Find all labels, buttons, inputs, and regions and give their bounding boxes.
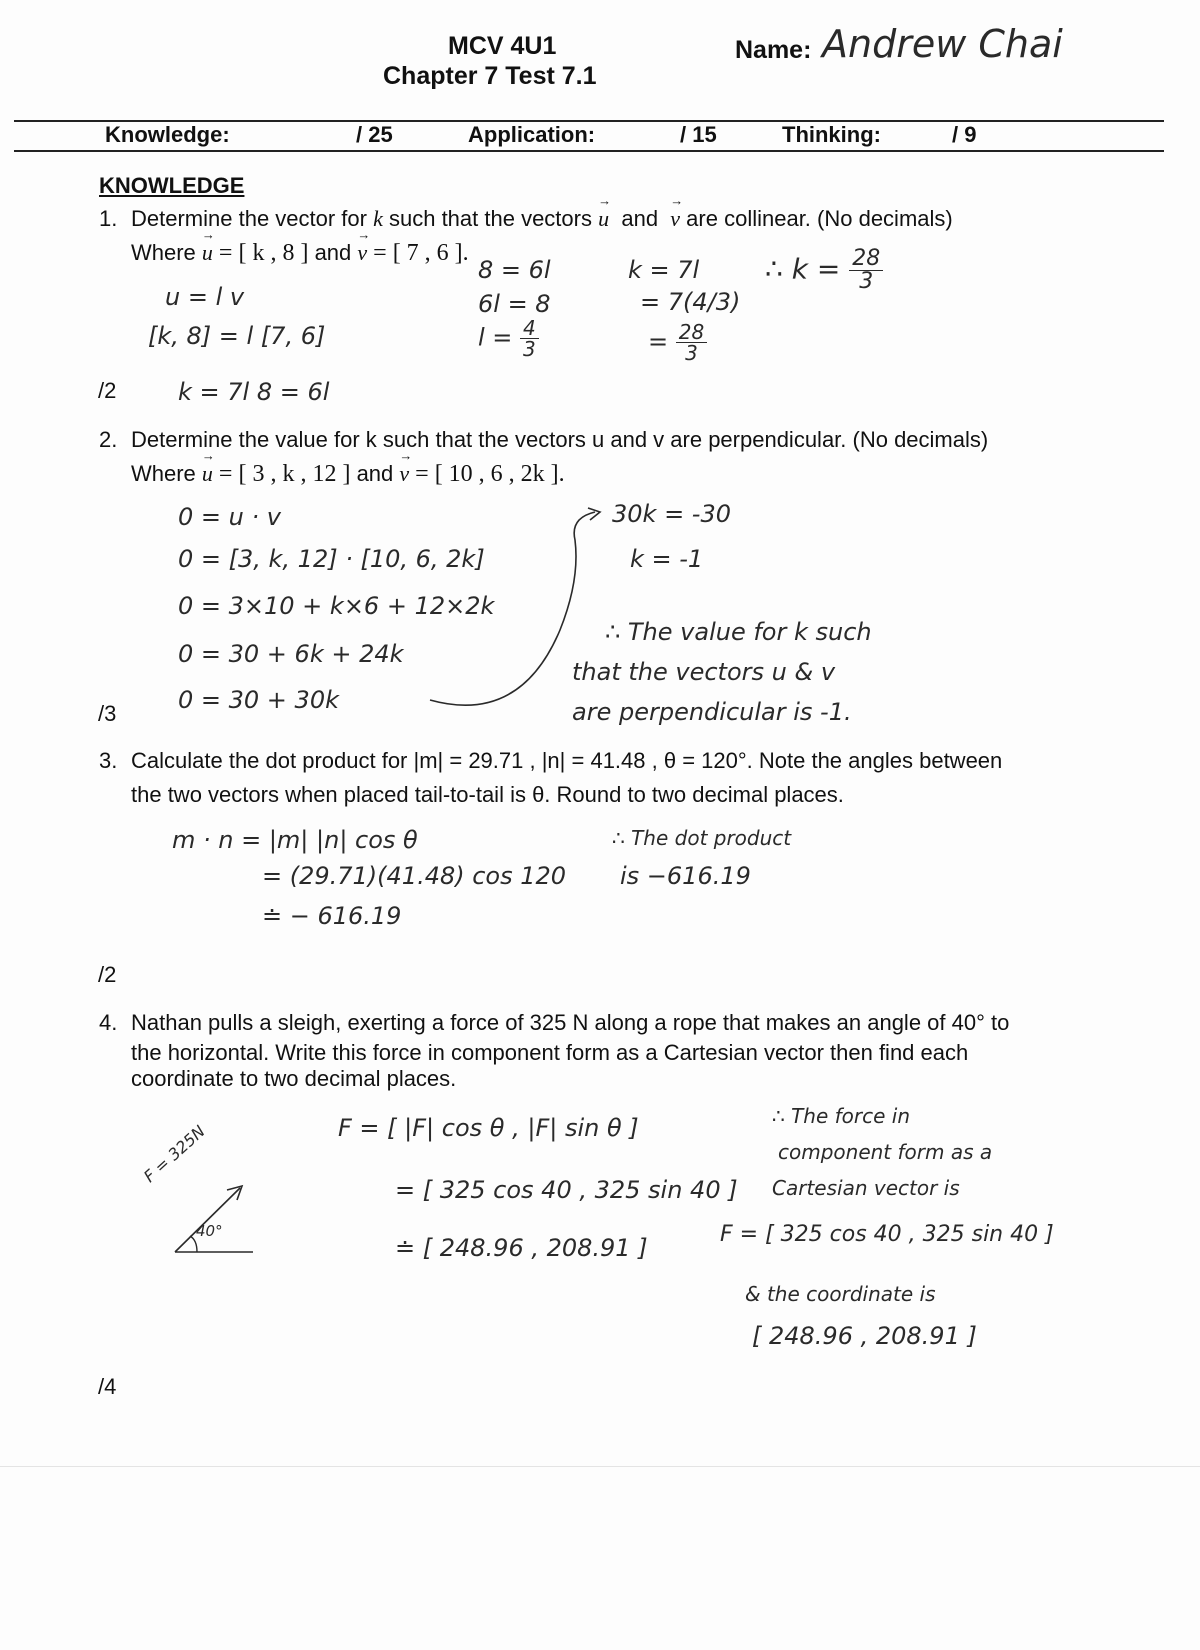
q4-number: 4. [99, 1010, 118, 1035]
q3-work-line-2: = (29.71)(41.48) cos 120 [262, 862, 567, 890]
application-total: / 15 [680, 122, 717, 147]
q1-number: 1. [99, 206, 118, 231]
q4-work-line-2: = [ 325 cos 40 , 325 sin 40 ] [395, 1176, 738, 1204]
q3-mark: /2 [98, 962, 117, 987]
q1-work-line-2: [k, 8] = l [7, 6] [148, 322, 326, 350]
q2-work-line-4: 0 = 30 + 6k + 24k [178, 640, 404, 668]
q2-work-right-2: k = -1 [630, 545, 704, 573]
q3-prompt-line-1: Calculate the dot product for |m| = 29.71 , |n| = 41.48 , θ = 120°. Note the angles between [131, 748, 1003, 773]
q3-work-line-3: ≐ − 616.19 [262, 902, 402, 930]
q1-work-right-3: = $\frac{28}{3}$ [648, 322, 707, 363]
q1-mark: /2 [98, 378, 117, 403]
q3-conclusion-2: is −616.19 [620, 862, 751, 890]
name-label: Name: [735, 36, 812, 64]
q2-work-line-1: 0 = u · v [178, 503, 281, 531]
q4-conclusion-1: ∴ The force in [772, 1104, 911, 1128]
q4-conclusion-2: component form as a [778, 1140, 993, 1164]
q2-conclusion-3: are perpendicular is -1. [572, 698, 852, 726]
q1-work-line-1: u = l v [165, 283, 245, 311]
q4-work-line-3: ≐ [ 248.96 , 208.91 ] [395, 1234, 648, 1262]
knowledge-total: / 25 [356, 122, 393, 147]
q2-work-line-2: 0 = [3, k, 12] · [10, 6, 2k] [178, 545, 485, 573]
q1-prompt: Determine the vector for k such that the vectors → u and → v are collinear. (No decimals) [131, 206, 953, 232]
q4-conclusion-4: F = [ 325 cos 40 , 325 sin 40 ] [720, 1222, 1054, 1247]
q4-prompt-line-1: Nathan pulls a sleigh, exerting a force of 325 N along a rope that makes an angle of 40° to [131, 1010, 1010, 1035]
q4-prompt-line-3: coordinate to two decimal places. [131, 1066, 457, 1091]
q2-work-line-3: 0 = 3×10 + k×6 + 12×2k [178, 592, 495, 620]
q1-work-mid-2: 6l = 8 [478, 290, 551, 318]
q2-conclusion-2: that the vectors u & v [572, 658, 836, 686]
q3-number: 3. [99, 748, 118, 773]
student-name: Andrew Chai [822, 22, 1063, 66]
q1-work-line-3: k = 7l 8 = 6l [178, 378, 330, 406]
page-bottom-divider [0, 1466, 1200, 1467]
q2-prompt: Determine the value for k such that the vectors u and v are perpendicular. (No decimals) [131, 427, 989, 452]
force-vector [175, 1188, 240, 1252]
q2-mark: /3 [98, 701, 117, 726]
q1-work-mid-3: l = $\frac{4}{3}$ [478, 318, 539, 359]
q2-definition: Where → u = [ 3 , k , 12 ] and → v = [ 10 , 6 , 2k ]. [131, 461, 565, 488]
test-title: Chapter 7 Test 7.1 [383, 62, 597, 90]
q2-work-right-1: 30k = -30 [612, 500, 732, 528]
q2-conclusion-1: ∴ The value for k such [605, 618, 872, 646]
q1-work-mid-1: 8 = 6l [478, 256, 551, 284]
course-code: MCV 4U1 [448, 32, 557, 60]
knowledge-label: Knowledge: [105, 122, 230, 147]
application-label: Application: [468, 122, 596, 147]
q4-conclusion-6: [ 248.96 , 208.91 ] [752, 1322, 977, 1350]
score-bar-bottom-rule [14, 150, 1164, 152]
q3-conclusion-1: ∴ The dot product [612, 826, 792, 850]
q3-work-line-1: m · n = |m| |n| cos θ [172, 826, 418, 854]
q3-prompt-line-2: the two vectors when placed tail-to-tail is θ. Round to two decimal places. [131, 782, 844, 807]
q4-prompt-line-2: the horizontal. Write this force in component form as a Cartesian vector then find each [131, 1040, 969, 1065]
diagram-force-label: F = 325N [140, 1121, 209, 1187]
thinking-total: / 9 [952, 122, 977, 147]
q1-definition: Where → u = [ k , 8 ] and → v = [ 7 , 6 ]. [131, 240, 469, 267]
q4-work-line-1: F = [ |F| cos θ , |F| sin θ ] [338, 1114, 639, 1142]
diagram-angle-label: 40° [196, 1222, 223, 1240]
q4-conclusion-5: & the coordinate is [745, 1282, 936, 1306]
q2-number: 2. [99, 427, 118, 452]
q2-work-line-5: 0 = 30 + 30k [178, 686, 339, 714]
q1-work-right-1: k = 7l [628, 256, 700, 284]
q4-mark: /4 [98, 1374, 117, 1399]
section-title: KNOWLEDGE [99, 173, 245, 198]
q1-answer: ∴ k = $\frac{28}{3}$ [765, 248, 883, 293]
q4-conclusion-3: Cartesian vector is [772, 1176, 960, 1200]
q1-work-right-2: = 7(4/3) [640, 288, 741, 316]
thinking-label: Thinking: [782, 122, 881, 147]
